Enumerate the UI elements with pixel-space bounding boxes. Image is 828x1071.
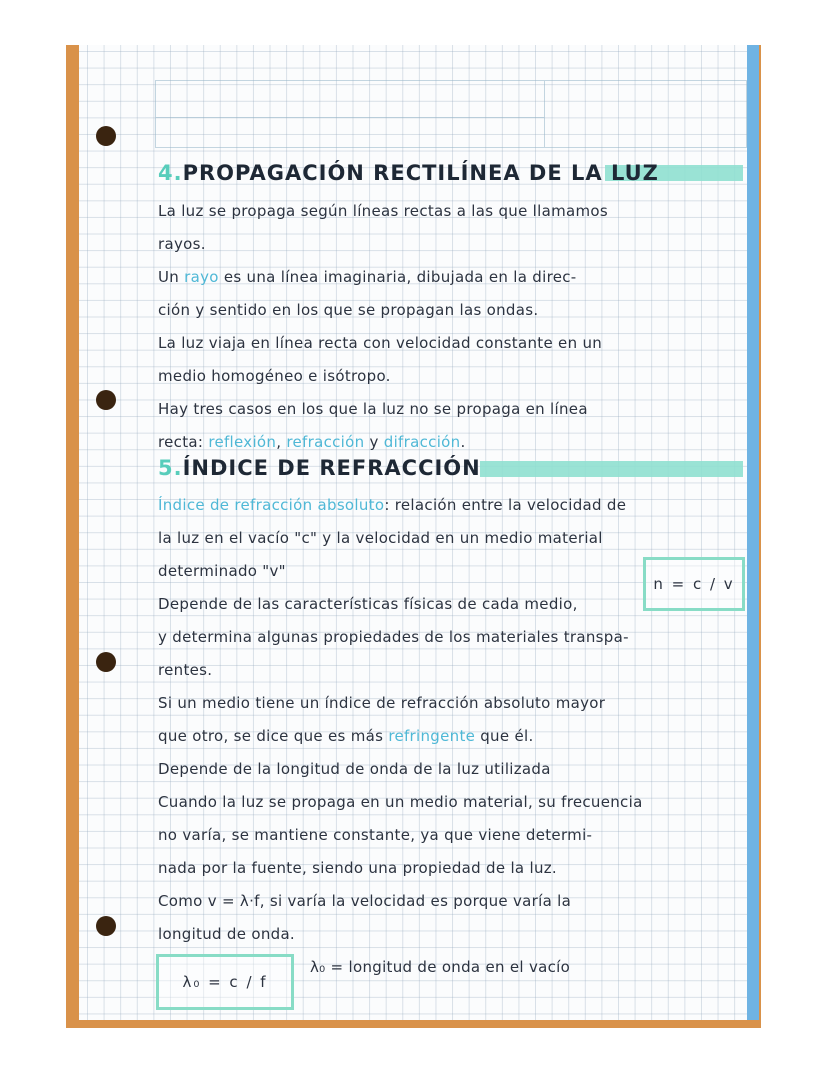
heading-highlight xyxy=(480,461,743,477)
text-fragment: es una línea imaginaria, dibujada en la direc- xyxy=(218,268,577,286)
text-line: Como v = λ·f, si varía la velocidad es porque varía la xyxy=(158,892,572,910)
keyword: Índice de refracción absoluto xyxy=(158,496,385,514)
text-fragment: , xyxy=(276,433,287,451)
text-line: y determina algunas propiedades de los materiales transpa- xyxy=(158,628,629,646)
text-line: medio homogéneo e isótropo. xyxy=(158,367,391,385)
text-fragment: que él. xyxy=(475,727,534,745)
text-line: Depende de la longitud de onda de la luz utilizada xyxy=(158,760,551,778)
header-divider xyxy=(156,117,544,118)
section-number: 5. xyxy=(158,456,183,480)
text-fragment: : relación entre la velocidad de xyxy=(384,496,627,514)
text-line xyxy=(158,433,466,451)
text-line: no varía, se mantiene constante, ya que viene determi- xyxy=(158,826,593,844)
text-fragment: Un xyxy=(158,268,185,286)
page-margin-edge xyxy=(747,45,759,1020)
punch-hole xyxy=(96,126,116,146)
punch-hole xyxy=(96,390,116,410)
keyword: refringente xyxy=(388,727,476,745)
text-line: rentes. xyxy=(158,661,213,679)
header-divider xyxy=(544,81,545,147)
text-fragment: recta: xyxy=(158,433,209,451)
text-line: Si un medio tiene un índice de refracción absoluto mayor xyxy=(158,694,606,712)
formula-refraction-index: n = c / v xyxy=(643,557,745,611)
section-title: ÍNDICE DE REFRACCIÓN xyxy=(182,456,481,480)
keyword: difracción xyxy=(383,433,461,451)
punch-hole xyxy=(96,652,116,672)
text-line: Depende de las características físicas de cada medio, xyxy=(158,595,578,613)
text-line xyxy=(158,727,534,745)
formula-wavelength: λ₀ = c / f xyxy=(156,954,294,1010)
keyword: reflexión xyxy=(208,433,277,451)
text-line: determinado "v" xyxy=(158,562,286,580)
text-line: La luz se propaga según líneas rectas a las que llamamos xyxy=(158,202,608,220)
text-fragment: . xyxy=(460,433,466,451)
text-fragment: que otro, se dice que es más xyxy=(158,727,389,745)
text-line: rayos. xyxy=(158,235,206,253)
punch-hole xyxy=(96,916,116,936)
text-line: Cuando la luz se propaga en un medio material, su frecuencia xyxy=(158,793,643,811)
text-line: λ₀ = longitud de onda en el vacío xyxy=(310,958,571,976)
text-line: la luz en el vacío "c" y la velocidad en un medio material xyxy=(158,529,603,547)
text-line: La luz viaja en línea recta con velocidad constante en un xyxy=(158,334,603,352)
text-line xyxy=(158,496,626,514)
keyword: refracción xyxy=(286,433,365,451)
section-number: 4. xyxy=(158,161,183,185)
section-heading xyxy=(158,456,481,480)
text-fragment: y xyxy=(364,433,384,451)
text-line: ción y sentido en los que se propagan las ondas. xyxy=(158,301,539,319)
keyword: rayo xyxy=(184,268,219,286)
section-title: PROPAGACIÓN RECTILÍNEA DE LA LUZ xyxy=(182,161,659,185)
text-line: Hay tres casos en los que la luz no se propaga en línea xyxy=(158,400,588,418)
text-line: nada por la fuente, siendo una propiedad de la luz. xyxy=(158,859,557,877)
text-line xyxy=(158,268,577,286)
text-line: longitud de onda. xyxy=(158,925,296,943)
header-box xyxy=(155,80,747,148)
section-heading xyxy=(158,161,659,185)
